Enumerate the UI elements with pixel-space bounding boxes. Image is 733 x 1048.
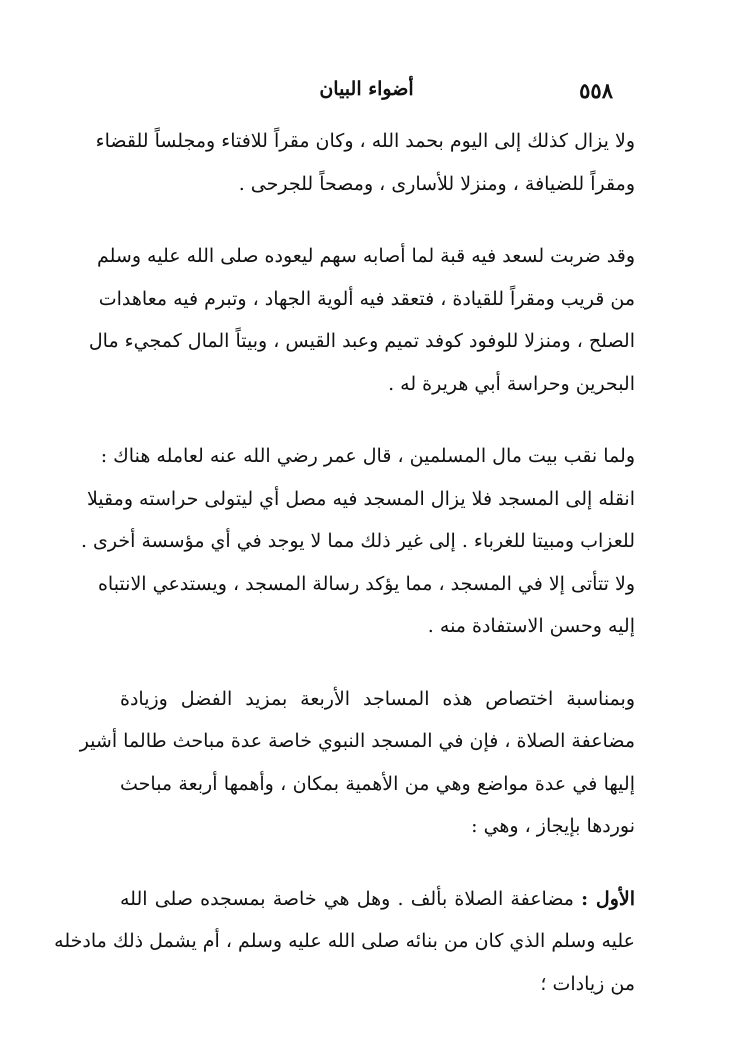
text-line: من قريب ومقراً للقيادة ، فتعقد فيه ألوية الجهاد ، وتبرم فيه معاهدات [98,287,635,310]
topic-lead: الأول : [581,887,635,910]
text-line: عليه وسلم الذي كان من بنائه صلى الله عليه وسلم ، أم يشمل ذلك مادخله [54,930,635,952]
paragraph-treasury [80,435,635,648]
text-line: نوردها بإيجاز ، وهي : [471,815,635,837]
text-line: إليه وحسن الاستفادة منه . [427,615,635,637]
text-line [120,878,635,921]
text-line: مضاعفة الصلاة ، فإن في المسجد النبوي خاصة عدة مباحث طالما أشير [79,730,635,752]
text-line: وقد ضربت لسعد فيه قبة لما أصابه سهم ليعوده صلى الله عليه وسلم [96,245,635,267]
paragraph-first-topic [54,878,635,1006]
page-number: ٥٥٨ [579,78,613,103]
book-title: أضواء البيان [319,78,414,100]
text-line: من زيادات ؛ [540,972,635,995]
text-line: للعزاب ومبيتا للغرباء . إلى غير ذلك مما لا يوجد في أي مؤسسة أخرى . [80,530,635,552]
text-line: الصلح ، ومنزلا للوفود كوفد تميم وعبد القيس ، وبيتاً المال كمجيء مال [88,330,635,352]
text-line: إليها في عدة مواضع وهي من الأهمية بمكان ، وأهمها أربعة مباحث [120,772,635,795]
text-line: ولا يزال كذلك إلى اليوم بحمد الله ، وكان مقراً للافتاء ومجلساً للقضاء [95,130,635,152]
paragraph-four-mosques [79,678,635,848]
text-line: انقله إلى المسجد فلا يزال المسجد فيه مصل أي ليتولى حراسته ومقيلا [86,487,635,510]
paragraph-saad-tent [88,235,635,405]
text-line: البحرين وحراسة أبي هريرة له . [388,372,635,395]
text-line: وبمناسبة اختصاص هذه المساجد الأربعة بمزيد الفضل وزيادة [120,687,635,710]
text-line: ولما نقب بيت مال المسلمين ، قال عمر رضي الله عنه لعامله هناك : [100,445,635,467]
running-head [120,78,613,112]
text-line: ومقراً للضيافة ، ومنزلا للأسارى ، ومصحاً للجرحى . [238,172,635,195]
text-fragment: مضاعفة الصلاة بألف . وهل هي خاصة بمسجده صلى الله [120,887,574,910]
body-text [54,120,635,1027]
text-line: ولا تتأتى إلا في المسجد ، مما يؤكد رسالة المسجد ، ويستدعي الانتباه [97,572,635,595]
paragraph-mosque-uses [95,120,635,205]
